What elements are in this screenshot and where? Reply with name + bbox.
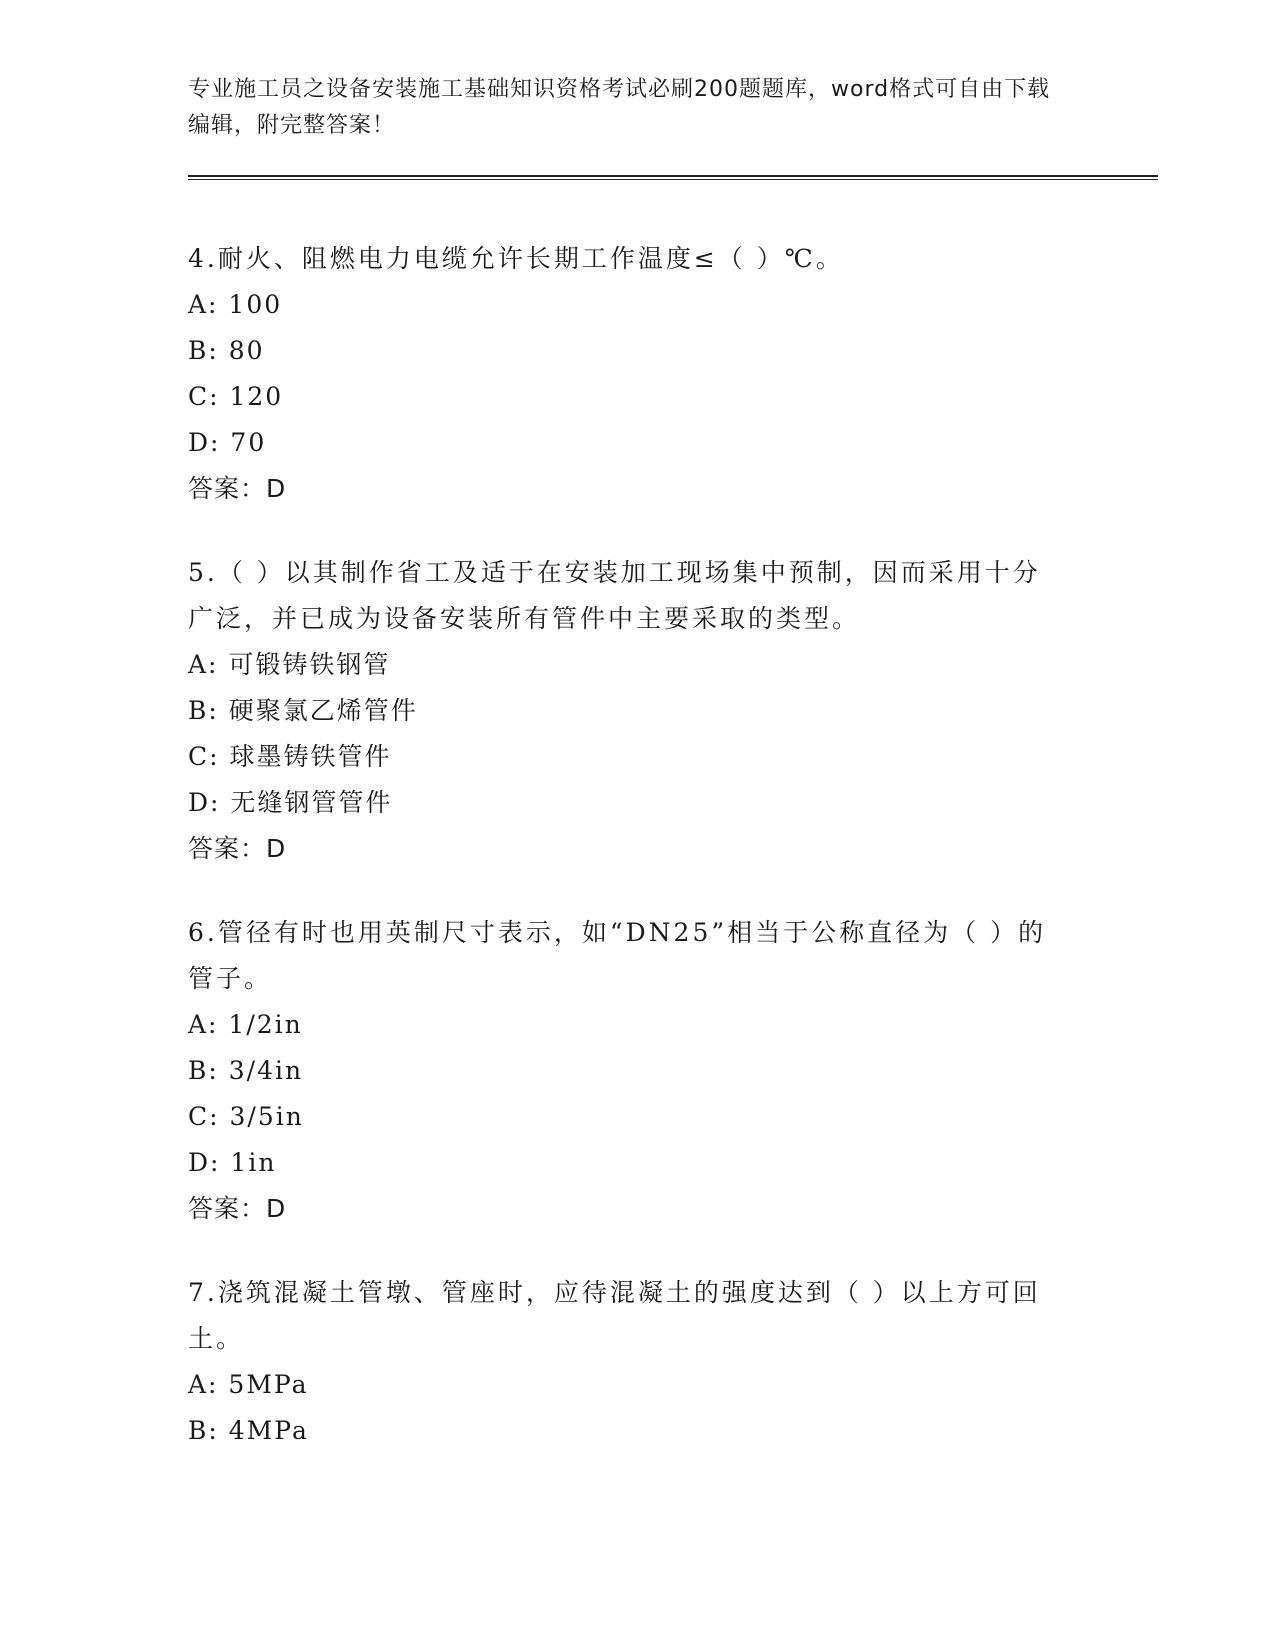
answer-line: 答案：D	[188, 474, 287, 503]
option-c: C: 120	[188, 382, 284, 411]
option-c: C: 球墨铸铁管件	[188, 742, 392, 771]
answer-line: 答案：D	[188, 834, 287, 863]
option-a: A: 5MPa	[188, 1370, 309, 1399]
option-d: D: 1in	[188, 1148, 277, 1177]
question-block	[188, 236, 1158, 512]
option-d: D: 70	[188, 428, 267, 457]
option-b: B: 4MPa	[188, 1416, 309, 1445]
header-divider	[188, 175, 1158, 180]
question-stem: 7.浇筑混凝土管墩、管座时，应待混凝土的强度达到（ ）以上方可回土。	[188, 1278, 1041, 1353]
question-stem: 6.管径有时也用英制尺寸表示，如“DN25”相当于公称直径为（ ）的管子。	[188, 918, 1047, 993]
option-b: B: 硬聚氯乙烯管件	[188, 696, 418, 725]
option-d: D: 无缝钢管管件	[188, 788, 393, 817]
option-a: A: 1/2in	[188, 1010, 303, 1039]
option-c: C: 3/5in	[188, 1102, 304, 1131]
question-block	[188, 1270, 1158, 1454]
option-a: A: 可锻铸铁钢管	[188, 650, 391, 679]
answer-line: 答案：D	[188, 1194, 287, 1223]
question-stem: 4.耐火、阻燃电力电缆允许长期工作温度≤（ ）℃。	[188, 244, 844, 273]
question-block	[188, 550, 1158, 872]
question-stem: 5.（ ）以其制作省工及适于在安装加工现场集中预制，因而采用十分广泛，并已成为设备安装所有管件中主要采取的类型。	[188, 558, 1041, 633]
option-b: B: 3/4in	[188, 1056, 304, 1085]
document-page	[188, 72, 1158, 1454]
question-block	[188, 910, 1158, 1232]
document-header-title: 专业施工员之设备安装施工基础知识资格考试必刷200题题库，word格式可自由下载编辑，附完整答案！	[188, 77, 1051, 138]
option-a: A: 100	[188, 290, 283, 319]
option-b: B: 80	[188, 336, 265, 365]
